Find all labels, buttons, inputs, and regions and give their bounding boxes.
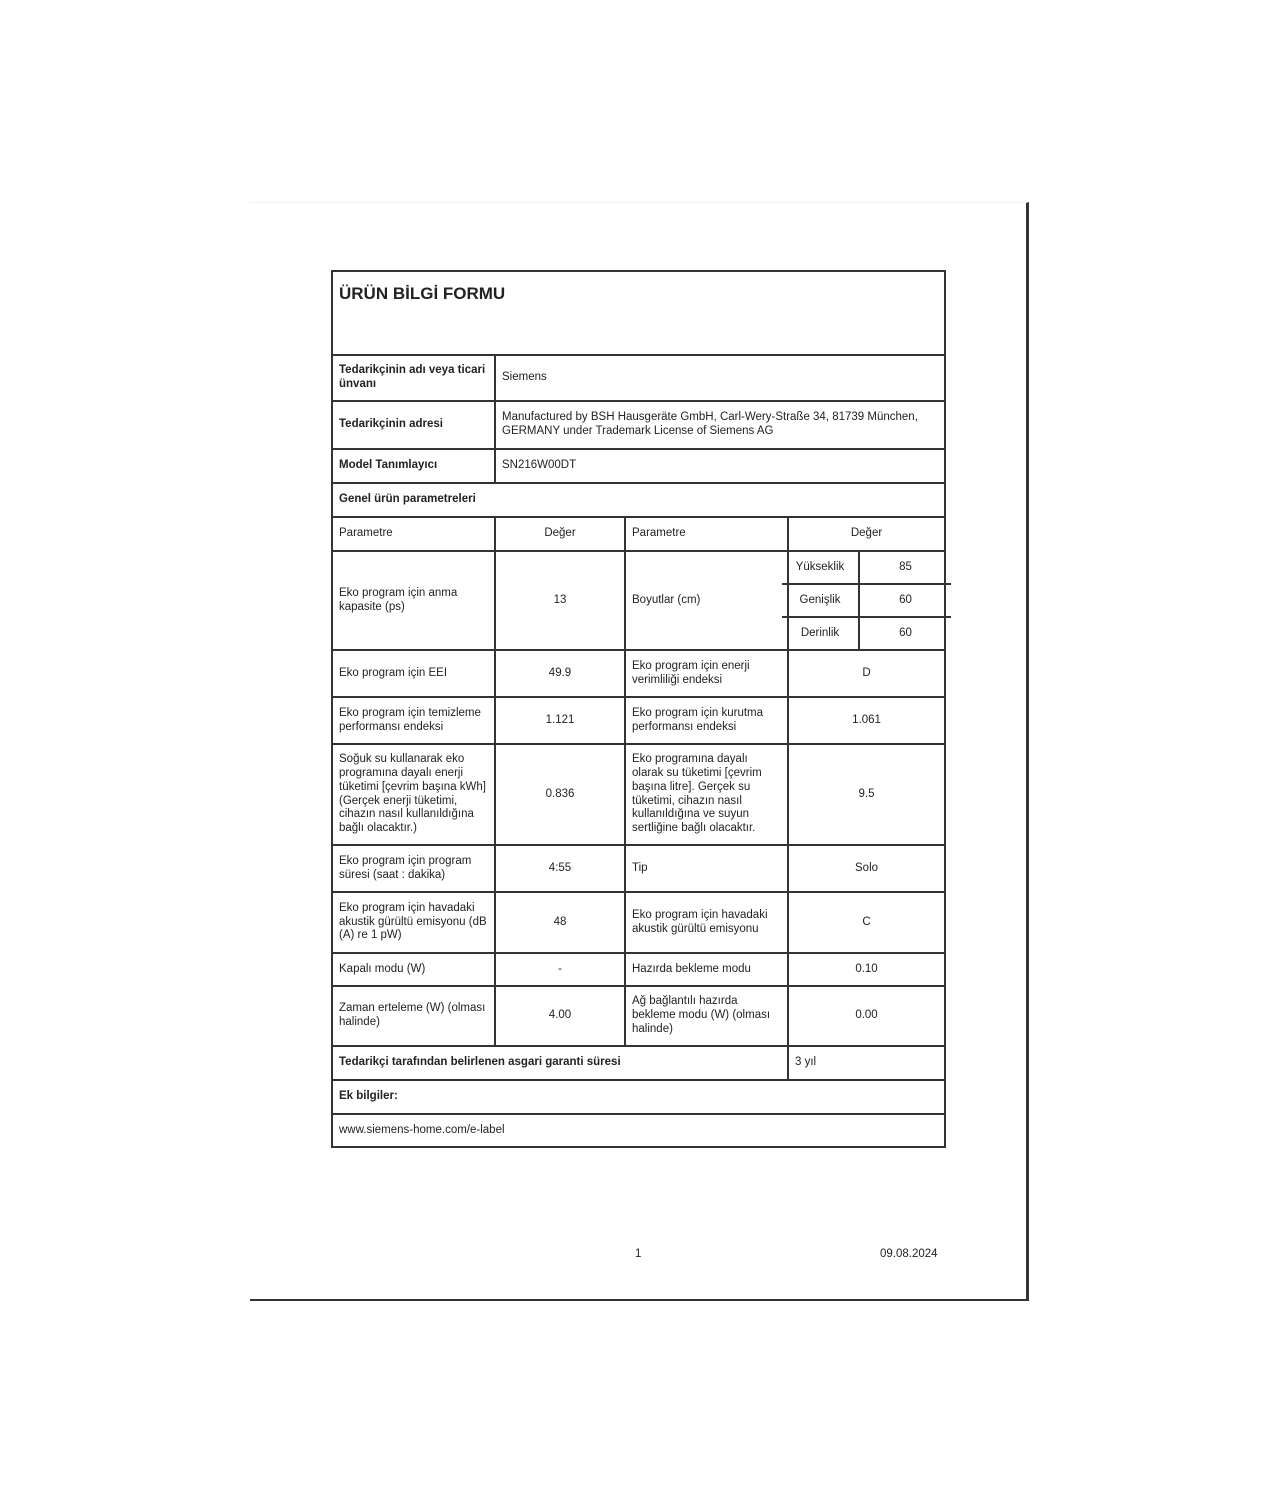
width-value: 60 <box>859 584 951 617</box>
energy-consumption-label: Soğuk su kullanarak eko programına dayalı enerji tüketimi [çevrim başına kWh] (Gerçek enerji tüketimi, cihazın nasıl kullanıldığına bağlı olacaktır.) <box>332 744 495 845</box>
additional-info-url[interactable]: www.siemens-home.com/e-label <box>332 1114 945 1147</box>
drying-value: 1.061 <box>788 697 945 744</box>
delay-start-label: Zaman erteleme (W) (olması halinde) <box>332 986 495 1046</box>
eei-value: 49.9 <box>495 650 625 697</box>
standby-value: 0.10 <box>788 953 945 986</box>
energy-class-label: Eko program için enerji verimliliği endeksi <box>625 650 788 697</box>
off-mode-value: - <box>495 953 625 986</box>
duration-value: 4:55 <box>495 845 625 892</box>
cleaning-value: 1.121 <box>495 697 625 744</box>
capacity-value: 13 <box>495 551 625 650</box>
standby-label: Hazırda bekleme modu <box>625 953 788 986</box>
water-consumption-value: 9.5 <box>788 744 945 845</box>
delay-start-value: 4.00 <box>495 986 625 1046</box>
supplier-address-value: Manufactured by BSH Hausgeräte GmbH, Carl-Wery-Straße 34, 81739 München, GERMANY under Trademark License of Siemens AG <box>495 401 945 449</box>
supplier-name-label: Tedarikçinin adı veya ticari ünvanı <box>332 355 495 401</box>
energy-consumption-value: 0.836 <box>495 744 625 845</box>
header-param-2: Parametre <box>625 517 788 551</box>
header-param-1: Parametre <box>332 517 495 551</box>
energy-class-value: D <box>788 650 945 697</box>
networked-standby-label: Ağ bağlantılı hazırda bekleme modu (W) (olması halinde) <box>625 986 788 1046</box>
networked-standby-value: 0.00 <box>788 986 945 1046</box>
depth-value: 60 <box>899 626 912 639</box>
header-value-2: Değer <box>788 517 945 551</box>
supplier-address-label: Tedarikçinin adresi <box>332 401 495 449</box>
model-label: Model Tanımlayıcı <box>332 449 495 483</box>
water-consumption-label: Eko programına dayalı olarak su tüketimi [çevrim başına litre]. Gerçek su tüketimi, cihazın nasıl kullanıldığına ve suyun sertliğine bağlı olacaktır. <box>625 744 788 845</box>
type-value: Solo <box>788 845 945 892</box>
additional-info-label: Ek bilgiler: <box>332 1080 945 1114</box>
noise-value: 48 <box>495 892 625 953</box>
warranty-value: 3 yıl <box>788 1046 945 1080</box>
height-value: 85 <box>859 552 951 584</box>
height-label: Yükseklik <box>782 552 859 584</box>
model-value: SN216W00DT <box>495 449 945 483</box>
duration-label: Eko program için program süresi (saat : dakika) <box>332 845 495 892</box>
type-label: Tip <box>625 845 788 892</box>
dimensions-label: Boyutlar (cm) <box>625 551 788 650</box>
depth-label: Derinlik <box>782 617 859 649</box>
off-mode-label: Kapalı modu (W) <box>332 953 495 986</box>
warranty-label: Tedarikçi tarafından belirlenen asgari garanti süresi <box>332 1046 788 1080</box>
cleaning-label: Eko program için temizleme performansı endeksi <box>332 697 495 744</box>
form-title: ÜRÜN BİLGİ FORMU <box>339 284 506 303</box>
header-value-1: Değer <box>495 517 625 551</box>
noise-class-label: Eko program için havadaki akustik gürültü emisyonu <box>625 892 788 953</box>
noise-class-value: C <box>788 892 945 953</box>
supplier-name-value: Siemens <box>495 355 945 401</box>
capacity-label: Eko program için anma kapasite (ps) <box>332 551 495 650</box>
document-date: 09.08.2024 <box>880 1248 938 1260</box>
product-info-table <box>331 270 946 1148</box>
dimensions-subtable <box>782 552 951 649</box>
noise-label: Eko program için havadaki akustik gürültü emisyonu (dB (A) re 1 pW) <box>332 892 495 953</box>
title-cell <box>332 271 945 355</box>
page-number: 1 <box>635 1248 642 1260</box>
dimensions-cell <box>788 551 945 650</box>
width-label: Genişlik <box>782 584 859 617</box>
general-section-heading: Genel ürün parametreleri <box>332 483 945 517</box>
eei-label: Eko program için EEI <box>332 650 495 697</box>
drying-label: Eko program için kurutma performansı endeksi <box>625 697 788 744</box>
